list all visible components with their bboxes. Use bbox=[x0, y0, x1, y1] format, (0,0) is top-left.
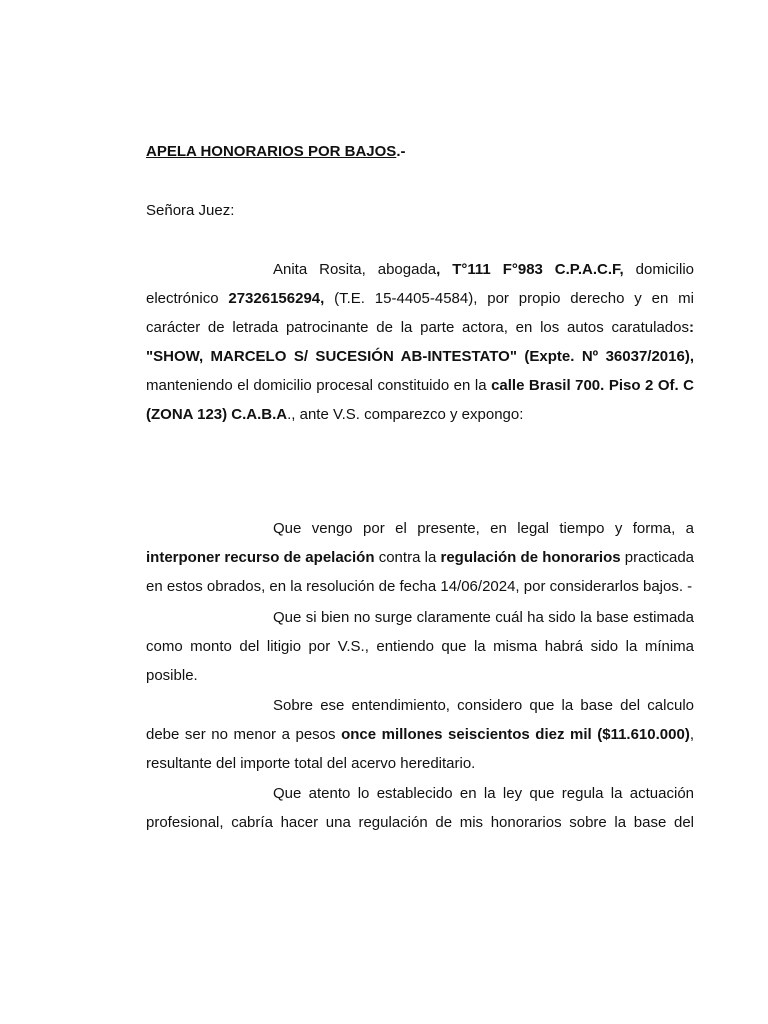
text-span: practicada en estos obrados, en la resolución de fecha 14/06/2024, por considerarlos bajos. - bbox=[146, 549, 695, 595]
bold-span: : "SHOW, MARCELO S/ SUCESIÓN AB-INTESTATO" (Expte. Nº 36037/2016), bbox=[146, 319, 694, 365]
text-span: contra la bbox=[374, 549, 441, 566]
text-span: Sobre ese entendimiento, considero que la base del calculo debe ser no menor a pesos bbox=[146, 697, 694, 743]
document-title bbox=[146, 140, 405, 164]
paragraph-base-estimate bbox=[146, 603, 694, 690]
paragraph-amount-text bbox=[146, 691, 694, 778]
bold-span: regulación de honorarios bbox=[440, 549, 621, 566]
salutation: Señora Juez: bbox=[146, 202, 235, 219]
document-title-suffix: .- bbox=[396, 143, 406, 160]
text-span: manteniendo el domicilio procesal constituido en la bbox=[146, 377, 492, 394]
text-span: Que si bien no surge claramente cuál ha sido la base estimada como monto del litigio por V.S., entiendo que la misma habrá sido la mínima posible. bbox=[146, 609, 694, 684]
paragraph-presentation bbox=[146, 255, 694, 429]
bold-span: calle Brasil 700. Piso 2 Of. C (ZONA 123) C.A.B.A bbox=[146, 377, 695, 423]
paragraph-base-estimate-text bbox=[146, 603, 694, 690]
bold-span: , T°111 F°983 C.P.A.C.F, bbox=[436, 261, 624, 278]
paragraph-presentation-text bbox=[146, 255, 694, 429]
text-span: Anita Rosita, abogada bbox=[273, 261, 437, 278]
paragraph-amount bbox=[146, 691, 694, 778]
paragraph-appeal bbox=[146, 514, 694, 601]
paragraph-law-text bbox=[146, 779, 694, 837]
text-span: (T.E. 15-4405-4584), por propio derecho y en mi carácter de letrada patrocinante de la parte actora, en los autos caratulados bbox=[146, 290, 694, 336]
paragraph-appeal-text bbox=[146, 514, 694, 601]
bold-span: once millones seiscientos diez mil ($11.610.000) bbox=[341, 726, 690, 743]
text-span: Que vengo por el presente, en legal tiempo y forma, a bbox=[273, 520, 694, 537]
text-span: Que atento lo establecido en la ley que regula la actuación profesional, cabría hacer una regulación de mis honorarios sobre la base del bbox=[146, 785, 694, 831]
text-span: , resultante del importe total del acervo hereditario. bbox=[146, 726, 694, 772]
bold-span: 27326156294, bbox=[228, 290, 325, 307]
paragraph-law bbox=[146, 779, 694, 837]
text-span: ., ante V.S. comparezco y expongo: bbox=[287, 406, 524, 423]
bold-span: interponer recurso de apelación bbox=[146, 549, 375, 566]
text-span: domicilio electrónico bbox=[146, 261, 694, 307]
document-title-underlined: APELA HONORARIOS POR BAJOS bbox=[146, 143, 397, 160]
